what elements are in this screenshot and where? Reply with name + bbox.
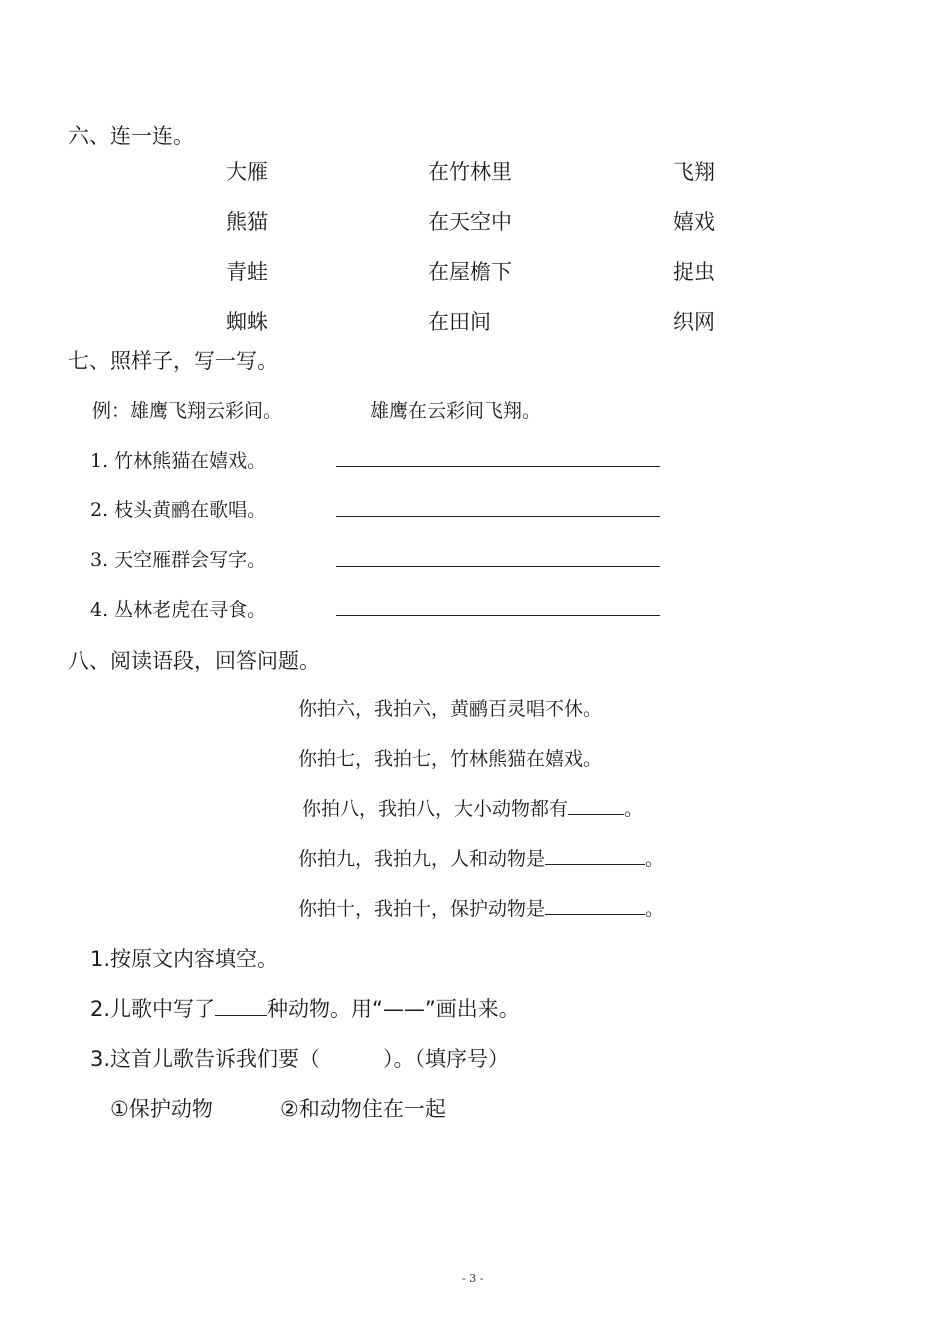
place-word: 在竹林里 [428,160,512,184]
rewrite-item: 3. 天空雁群会写字。 [90,549,267,571]
action-word: 嬉戏 [673,210,715,234]
animal-word: 蜘蛛 [226,310,268,334]
answer-line[interactable] [336,466,660,467]
question-2-start: 2.儿歌中写了 [90,997,216,1021]
rewrite-item: 2. 枝头黄鹂在歌唱。 [90,499,267,521]
poem-line-text: 你拍十，我拍十，保护动物是 [298,898,546,920]
rewrite-item: 1. 竹林熊猫在嬉戏。 [90,450,267,472]
poem-line: 你拍七，我拍七，竹林熊猫在嬉戏。 [298,748,603,770]
answer-line[interactable] [336,516,660,517]
animal-word: 大雁 [226,160,268,184]
poem-line-end: 。 [645,848,665,870]
question-2 [90,993,520,1023]
place-word: 在屋檐下 [428,260,512,284]
option-2: ②和动物住在一起 [280,1097,446,1121]
option-1: ①保护动物 [110,1097,213,1121]
poem-line-text: 你拍八，我拍八，大小动物都有 [302,798,569,820]
answer-line[interactable] [336,615,660,616]
fill-blank[interactable] [568,796,624,815]
poem-line-with-blank [298,844,664,871]
fill-blank[interactable] [545,846,645,865]
action-word: 织网 [673,310,715,334]
action-word: 捉虫 [673,260,715,284]
animal-word: 熊猫 [226,210,268,234]
animal-word: 青蛙 [226,260,268,284]
section-6-heading: 六、连一连。 [68,124,194,148]
poem-line-end: 。 [624,798,644,820]
fill-blank[interactable] [545,896,645,915]
poem-line: 你拍六，我拍六，黄鹂百灵唱不休。 [298,698,603,720]
section-7-heading: 七、照样子，写一写。 [68,349,278,373]
poem-line-text: 你拍九，我拍九，人和动物是 [298,848,546,870]
rewrite-item: 4. 丛林老虎在寻食。 [90,599,267,621]
question-1: 1.按原文内容填空。 [90,947,279,971]
fill-blank[interactable] [215,997,267,1016]
example-answer: 雄鹰在云彩间飞翔。 [370,400,542,422]
poem-line-end: 。 [645,898,665,920]
question-3: 3.这首儿歌告诉我们要（ ）。（填序号） [90,1047,510,1071]
poem-line-with-blank [298,894,664,921]
question-2-end: 种动物。用“——”画出来。 [267,997,520,1021]
section-8-heading: 八、阅读语段，回答问题。 [68,649,320,673]
answer-line[interactable] [336,566,660,567]
place-word: 在天空中 [428,210,512,234]
example-sentence: 例：雄鹰飞翔云彩间。 [92,400,283,422]
page-number: - 3 - [462,1272,484,1285]
place-word: 在田间 [428,310,491,334]
poem-line-with-blank [302,794,643,821]
action-word: 飞翔 [673,160,715,184]
